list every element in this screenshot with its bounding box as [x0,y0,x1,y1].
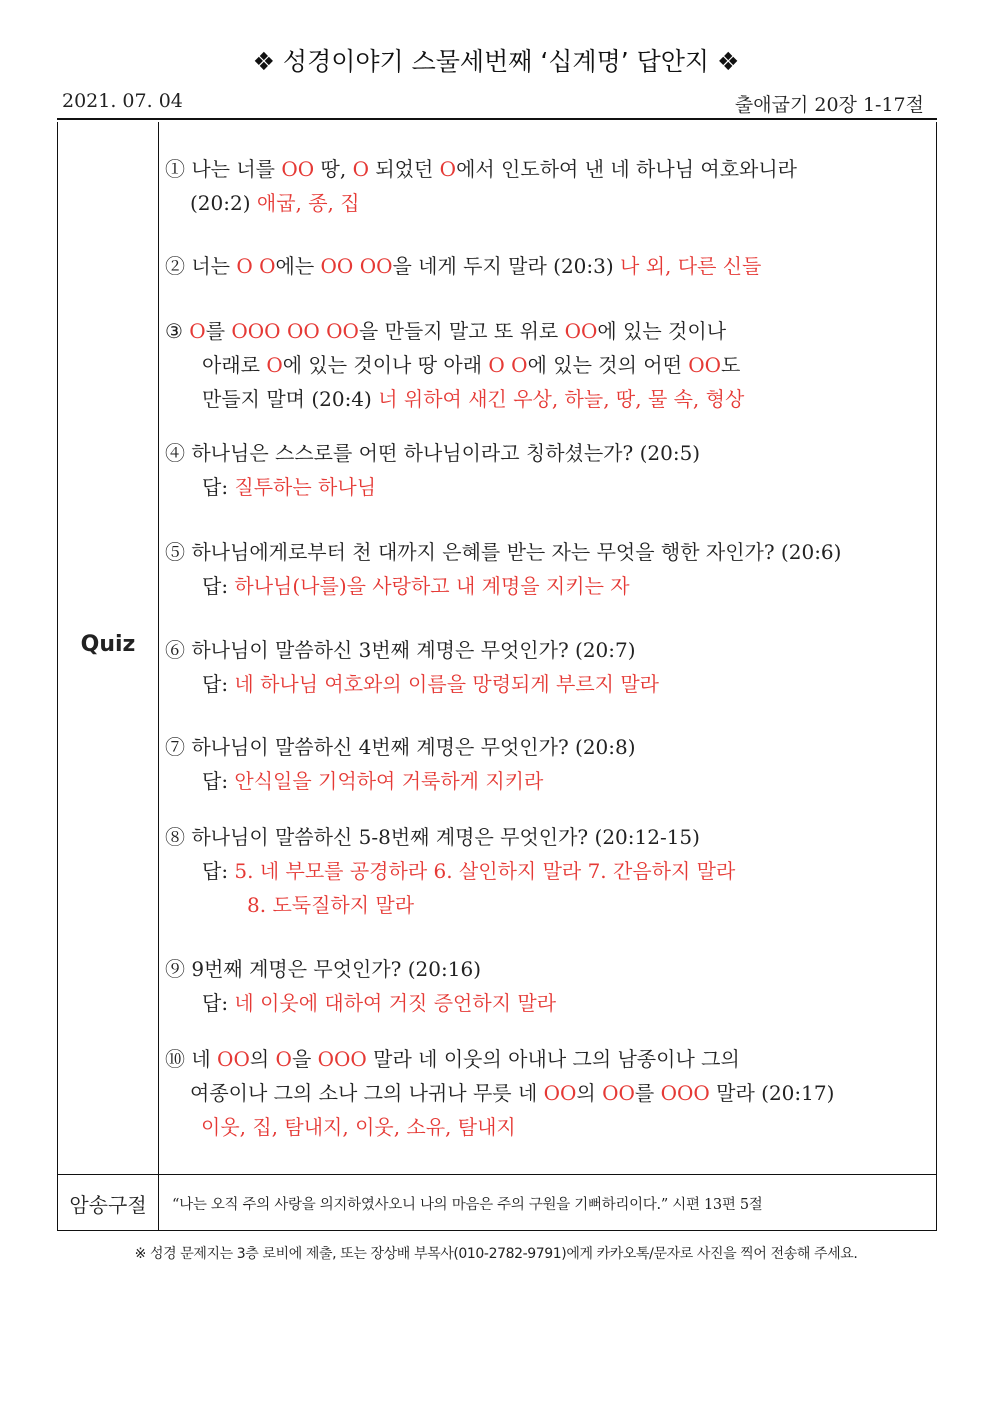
scripture-reference: 출애굽기 20장 1-17절 [734,94,924,116]
question-text: 도 [721,353,741,377]
question-text: 여종이나 그의 소나 그의 나귀나 무릇 네 [190,1081,544,1105]
blank: OO [320,254,354,278]
question-line [165,1076,935,1110]
question-text: ③ [165,319,190,343]
blank: OO [602,1081,635,1105]
answer-line [165,382,935,416]
answer-text: 나 외, 다른 신들 [620,254,762,278]
question-text: 땅, [314,157,353,181]
blank: O [236,254,253,278]
blank: OO [281,157,315,181]
blank: OOO [317,1047,367,1071]
question-text: 아래로 [202,353,267,377]
answer-text: 하나님(나를)을 사랑하고 내 계명을 지키는 자 [234,574,630,598]
blank: O [488,353,505,377]
question-line [165,1042,935,1076]
answer-prefix: 답: [202,475,235,499]
answer-text: 네 하나님 여호와의 이름을 망령되게 부르지 말라 [234,672,659,696]
question-text: 에 있는 것이나 땅 아래 [282,353,489,377]
question-5 [165,535,935,603]
row-divider [58,1174,936,1175]
question-line [165,152,935,186]
page-title: ❖ 성경이야기 스물세번째 ‘십계명’ 답안지 ❖ [252,47,740,76]
question-text: 을 [291,1047,318,1071]
question-text: 을 네게 두지 말라 (20:3) [392,254,621,278]
answer-prefix: 답: [202,672,235,696]
blank: OO [326,319,359,343]
question-text: ④ 하나님은 스스로를 어떤 하나님이라고 칭하셨는가? (20:5) [165,441,701,465]
question-text: ⑥ 하나님이 말씀하신 3번째 계명은 무엇인가? (20:7) [165,638,636,662]
blank: OO [688,353,722,377]
answer-line [165,764,935,798]
date: 2021. 07. 04 [62,90,183,112]
question-text: 에서 인도하여 낸 네 하나님 여호와니라 [456,157,797,181]
question-text: 에 있는 것이나 [597,319,727,343]
question-3 [165,314,935,416]
blank: O [275,1047,292,1071]
question-text: ⑧ 하나님이 말씀하신 5-8번째 계명은 무엇인가? (20:12-15) [165,825,700,849]
blank: OO [543,1081,577,1105]
question-text: 를 [634,1081,661,1105]
question-text: 의 [576,1081,603,1105]
answer-text: 8. 도둑질하지 말라 [247,893,415,917]
blank: OO [359,254,393,278]
answer-prefix: 답: [202,769,235,793]
blank: OO [286,319,320,343]
quiz-table [57,122,937,1231]
answer-line [165,854,935,888]
question-text: ⑨ 9번째 계명은 무엇인가? (20:16) [165,957,481,981]
answer-text: 너 위하여 새긴 우상, 하늘, 땅, 물 속, 형상 [378,387,745,411]
footer-note: ※ 성경 문제지는 3층 로비에 제출, 또는 장상배 부목사(010-2782-9791)에게 카카오톡/문자로 사진을 찍어 전송해 주세요. [134,1246,858,1262]
question-9 [165,952,935,1020]
question-text: 의 [249,1047,276,1071]
question-text: 되었던 [368,157,440,181]
answer-line [165,986,935,1020]
blank: O [259,254,276,278]
question-text: ⑤ 하나님에게로부터 천 대까지 은혜를 받는 자는 무엇을 행한 자인가? (20:6) [165,540,842,564]
answer-line [165,470,935,504]
column-divider [158,122,159,1230]
memory-verse-text: “나는 오직 주의 사랑을 의지하였사오니 나의 마음은 주의 구원을 기뻐하리이다.” 시편 13편 5절 [172,1197,763,1213]
question-text: 에 있는 것의 어떤 [527,353,689,377]
blank: O [511,353,528,377]
question-text: 을 만들지 말고 또 위로 [358,319,565,343]
question-text: ① 나는 너를 [165,157,282,181]
header-rule [57,118,937,120]
answer-prefix: 답: [202,991,235,1015]
answer-text: 애굽, 종, 집 [256,191,360,215]
question-1 [165,152,935,220]
question-text: ⑩ 네 [165,1047,218,1071]
question-text: 말라 (20:17) [709,1081,835,1105]
blank: O [352,157,369,181]
answer-text: 질투하는 하나님 [234,475,377,499]
question-text: 를 [205,319,232,343]
blank: O [439,157,457,181]
question-text: 말라 네 이웃의 아내나 그의 남종이나 그의 [366,1047,740,1071]
memory-verse-label: 암송구절 [69,1193,147,1217]
answer-text: 안식일을 기억하여 거룩하게 지키라 [234,769,544,793]
answer-text: 5. 네 부모를 공경하라 6. 살인하지 말라 7. 간음하지 말라 [234,859,736,883]
answer-text: 네 이웃에 대하여 거짓 증언하지 말라 [234,991,557,1015]
answer-prefix: 답: [202,859,235,883]
answer-line [165,569,935,603]
question-text: 만들지 말며 (20:4) [202,387,379,411]
blank: O [266,353,283,377]
question-8 [165,820,935,922]
question-line [165,314,935,348]
blank: O [189,319,206,343]
answer-line [165,667,935,701]
question-10 [165,1042,935,1144]
question-line [165,249,935,283]
verse-reference: (20:2) [190,191,257,215]
blank: OOO [660,1081,710,1105]
question-line [165,348,935,382]
question-text: ⑦ 하나님이 말씀하신 4번째 계명은 무엇인가? (20:8) [165,735,636,759]
question-6 [165,633,935,701]
answer-line [165,186,935,220]
question-2 [165,249,935,283]
answer-text: 이웃, 집, 탐내지, 이웃, 소유, 탐내지 [201,1115,516,1139]
question-7 [165,730,935,798]
quiz-label: Quiz [80,632,136,657]
question-text: ② 너는 [165,254,237,278]
question-text: 에는 [275,254,321,278]
blank: OO [217,1047,250,1071]
answer-prefix: 답: [202,574,235,598]
blank: OO [564,319,598,343]
blank: OOO [231,319,281,343]
question-4 [165,436,935,504]
